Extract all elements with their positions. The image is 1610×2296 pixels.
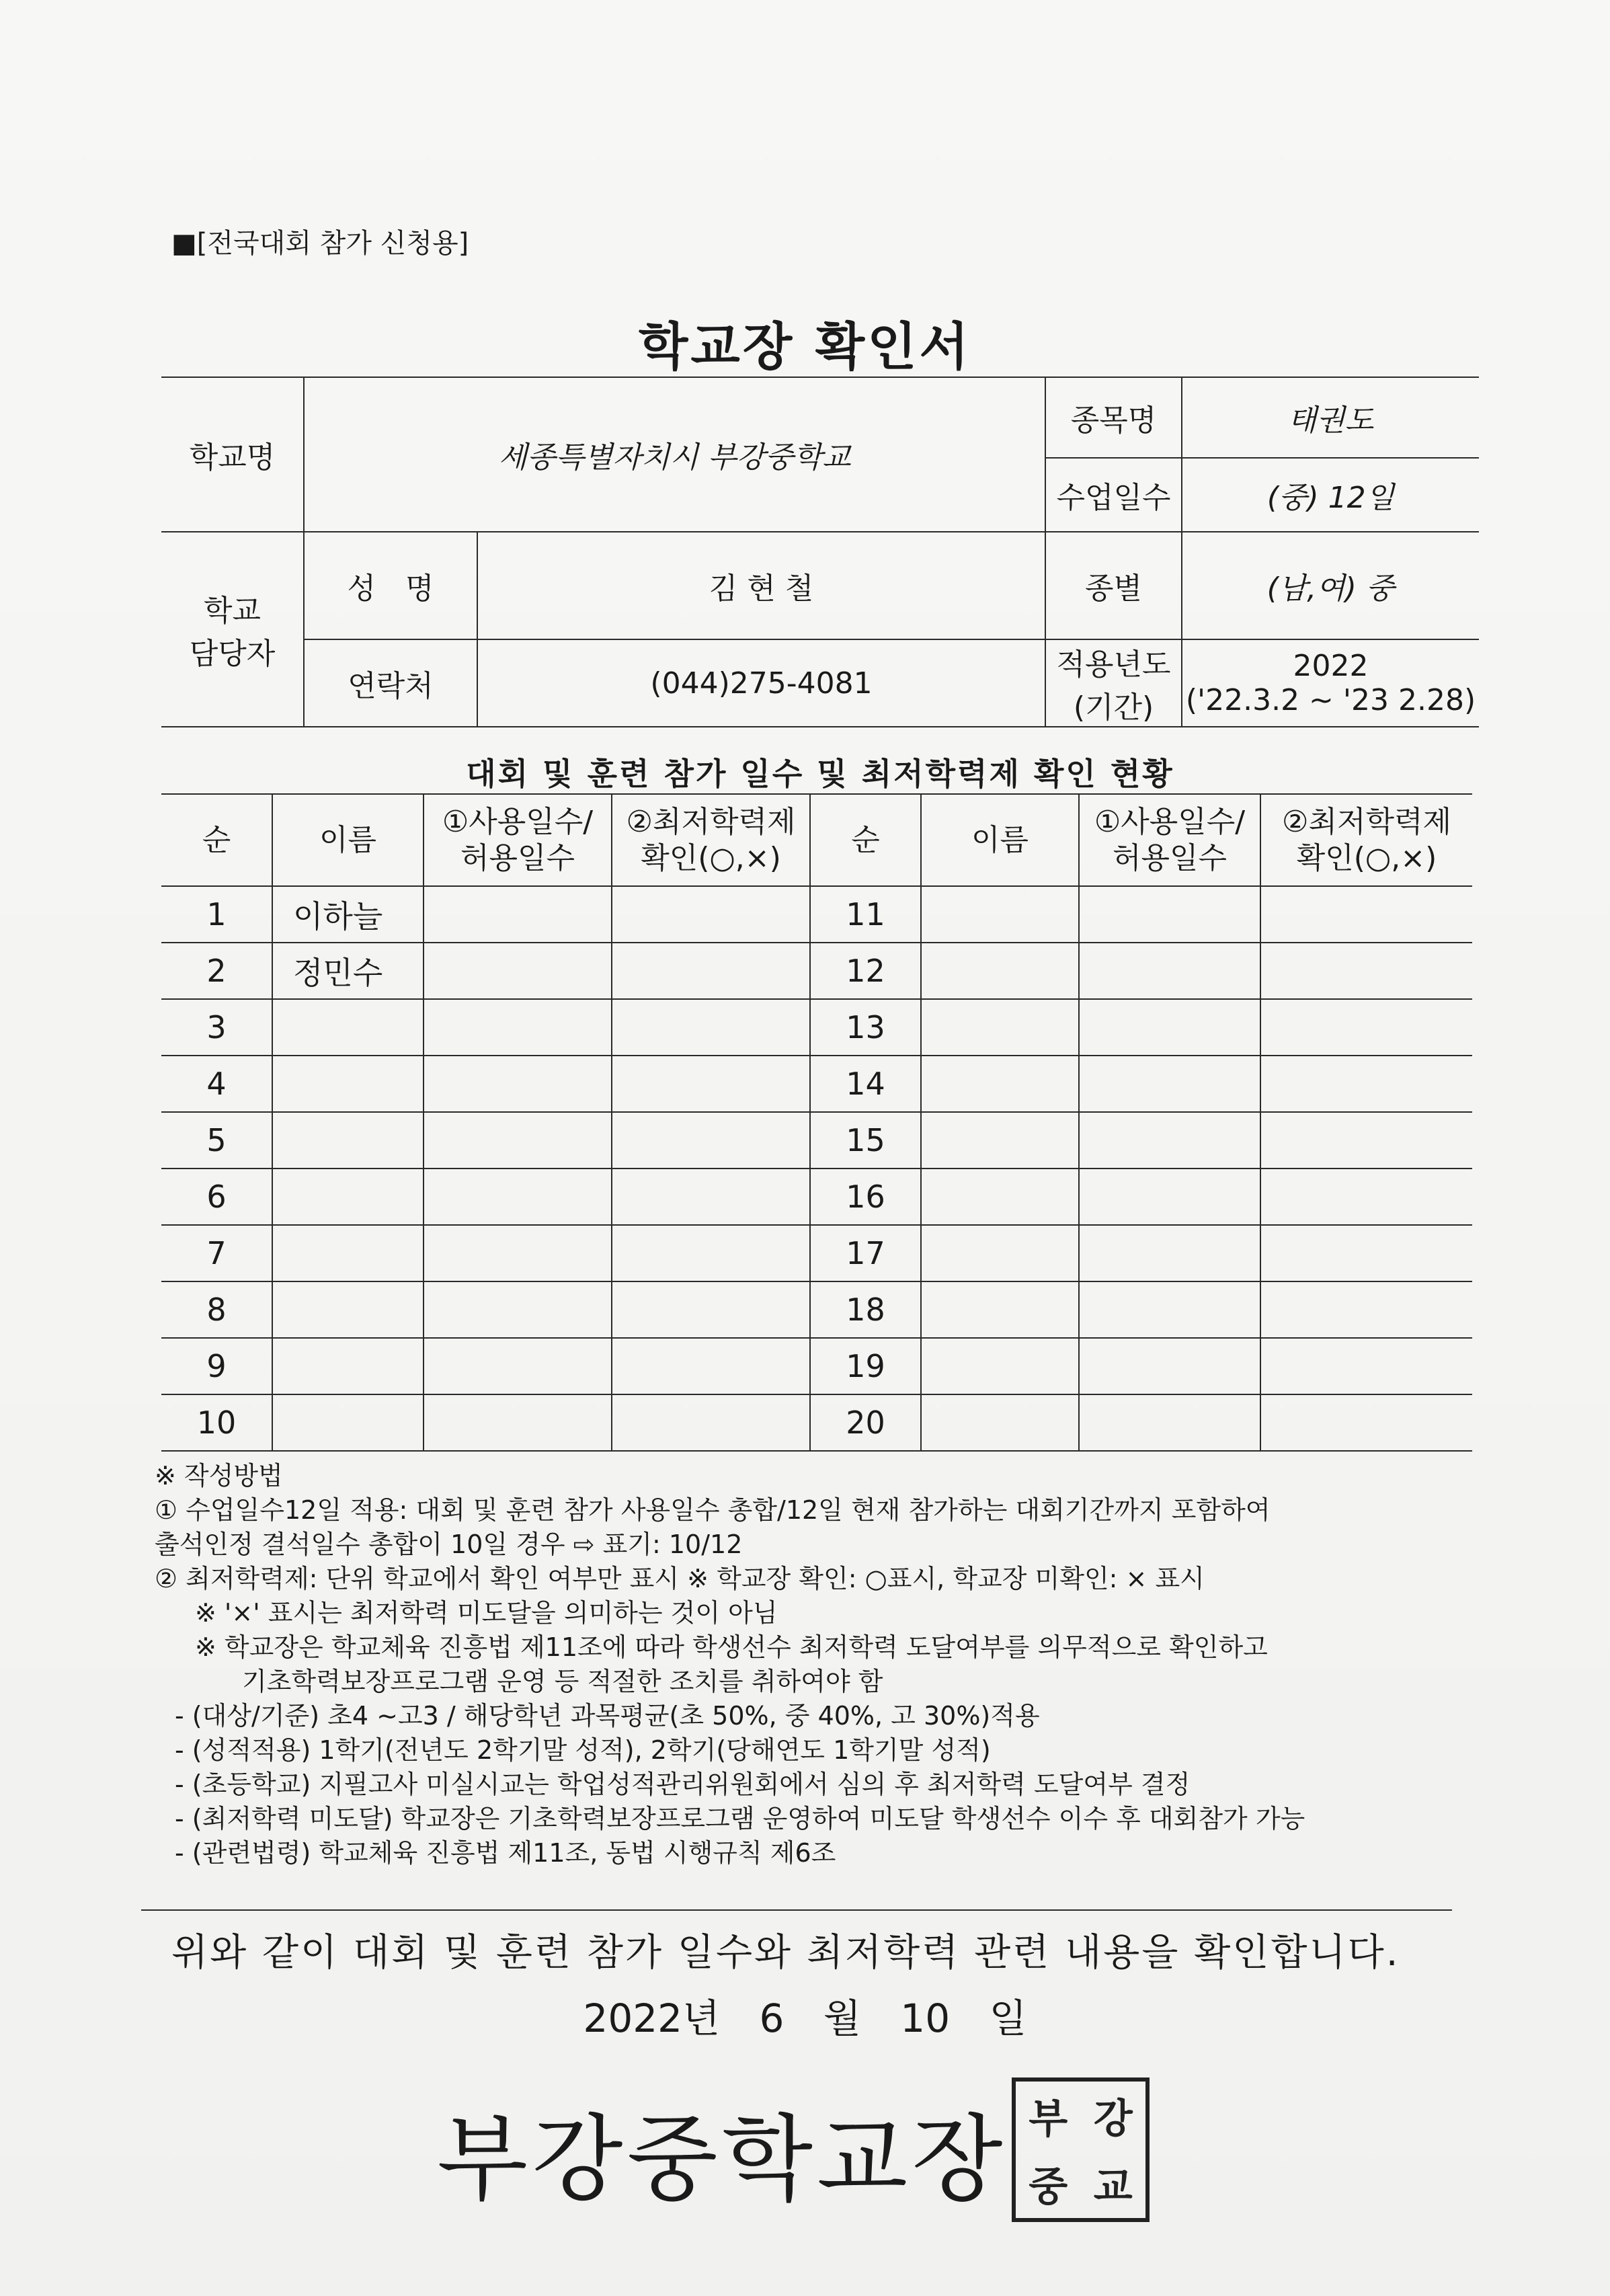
row-used-days [424, 1112, 612, 1169]
row-name [921, 1394, 1079, 1451]
row-name [272, 1225, 424, 1281]
row-used-days [424, 943, 612, 999]
row-num: 3 [161, 999, 272, 1056]
header-check-line2: 확인(○,×) [641, 840, 781, 875]
row-check [1260, 1169, 1472, 1225]
row-name [272, 1394, 424, 1451]
row-name [921, 886, 1079, 943]
table-row [161, 1112, 1472, 1169]
row-name [921, 1338, 1079, 1394]
row-name [921, 1112, 1079, 1169]
document-title: 학교장 확인서 [639, 317, 971, 377]
row-used-days [1079, 1225, 1260, 1281]
sport-label: 종목명 [1045, 377, 1182, 458]
row-name [272, 1056, 424, 1112]
section-title: 대회 및 훈련 참가 일수 및 최저학력제 확인 현황 [466, 756, 1174, 792]
official-seal [1012, 2077, 1150, 2222]
row-check [1260, 943, 1472, 999]
row-check [1260, 886, 1472, 943]
instruction-line: ※ '×' 표시는 최저학력 미도달을 의미하는 것이 아님 [195, 1598, 778, 1628]
row-check [612, 1169, 810, 1225]
row-used-days [1079, 886, 1260, 943]
row-check [612, 1338, 810, 1394]
row-used-days [1079, 1112, 1260, 1169]
header-name: 이름 [272, 794, 424, 886]
period-label [1045, 639, 1182, 727]
row-used-days [424, 999, 612, 1056]
header-used-days-line1: ①사용일수/ [442, 804, 594, 839]
row-num: 15 [810, 1112, 921, 1169]
period-label-line1: 적용년도 [1056, 647, 1171, 682]
row-check [612, 1112, 810, 1169]
row-num: 8 [161, 1281, 272, 1338]
row-used-days [1079, 1338, 1260, 1394]
row-check [612, 1225, 810, 1281]
manager-name-value: 김 현 철 [477, 532, 1045, 639]
table-row [161, 1281, 1472, 1338]
header-check-right [1260, 794, 1472, 886]
row-num: 14 [810, 1056, 921, 1112]
row-num: 6 [161, 1169, 272, 1225]
seal-glyph: 강 [1093, 2095, 1133, 2143]
instruction-line: - (관련법령) 학교체육 진흥법 제11조, 동법 시행규칙 제6조 [175, 1838, 836, 1868]
header-num: 순 [161, 794, 272, 886]
instruction-line: - (초등학교) 지필고사 미실시교는 학업성적관리위원회에서 심의 후 최저학력 도달여부 결정 [175, 1770, 1191, 1799]
period-value [1182, 639, 1479, 727]
table-row [161, 886, 1472, 943]
row-used-days [424, 1169, 612, 1225]
header-num-right: 순 [810, 794, 921, 886]
divider [141, 1909, 1452, 1911]
row-num: 12 [810, 943, 921, 999]
row-used-days [1079, 943, 1260, 999]
row-check [1260, 1056, 1472, 1112]
row-num: 4 [161, 1056, 272, 1112]
row-used-days [424, 1394, 612, 1451]
table-row [161, 1169, 1472, 1225]
manager-label-line2: 담당자 [189, 637, 276, 671]
table-row [161, 1056, 1472, 1112]
period-year: 2022 [1293, 649, 1369, 683]
seal-glyph: 부 [1029, 2095, 1068, 2143]
class-days-value: (중) 12일 [1182, 458, 1479, 532]
row-name [272, 1169, 424, 1225]
row-num: 17 [810, 1225, 921, 1281]
row-name [921, 1225, 1079, 1281]
school-name-label: 학교명 [161, 377, 304, 532]
header-used-days-right [1079, 794, 1260, 886]
instruction-line: 출석인정 결석일수 총합이 10일 경우 ⇨ 표기: 10/12 [155, 1530, 743, 1559]
instruction-line: 기초학력보장프로그램 운영 등 적절한 조치를 취하여야 함 [242, 1667, 883, 1696]
row-used-days [424, 1225, 612, 1281]
row-check [1260, 999, 1472, 1056]
row-name [272, 1281, 424, 1338]
table-row [161, 999, 1472, 1056]
row-check [1260, 1394, 1472, 1451]
row-name: 이하늘 [272, 886, 424, 943]
signer-title: 부강중학교장 [437, 2105, 1007, 2215]
row-num: 13 [810, 999, 921, 1056]
contact-label: 연락처 [304, 639, 477, 727]
row-num: 11 [810, 886, 921, 943]
row-check [612, 1394, 810, 1451]
row-num: 19 [810, 1338, 921, 1394]
period-label-line2: (기간) [1073, 690, 1154, 725]
row-check [612, 1056, 810, 1112]
row-name [921, 1056, 1079, 1112]
row-used-days [1079, 1056, 1260, 1112]
row-check [1260, 1112, 1472, 1169]
contact-value: (044)275-4081 [477, 639, 1045, 727]
header-check-line1: ②최저학력제 [626, 804, 796, 839]
header-used-days-line2: 허용일수 [460, 840, 575, 875]
header-check [612, 794, 810, 886]
gender-label: 종별 [1045, 532, 1182, 639]
row-used-days [1079, 1281, 1260, 1338]
row-check [1260, 1225, 1472, 1281]
instructions [155, 1459, 1499, 1870]
form-type-tag: ■[전국대회 참가 신청용] [171, 228, 469, 259]
header-check-right-line1: ②최저학력제 [1282, 804, 1451, 839]
row-check [612, 943, 810, 999]
row-check [612, 999, 810, 1056]
manager-label-line1: 학교 [203, 594, 261, 628]
header-used-days-right-line2: 허용일수 [1112, 840, 1227, 875]
row-name [921, 1169, 1079, 1225]
row-check [1260, 1281, 1472, 1338]
row-num: 5 [161, 1112, 272, 1169]
row-num: 16 [810, 1169, 921, 1225]
header-used-days [424, 794, 612, 886]
row-num: 18 [810, 1281, 921, 1338]
row-name: 정민수 [272, 943, 424, 999]
table-row [161, 1225, 1472, 1281]
table-row [161, 1338, 1472, 1394]
instruction-line: - (최저학력 미도달) 학교장은 기초학력보장프로그램 운영하여 미도달 학생선수 이수 후 대회참가 가능 [175, 1804, 1305, 1833]
row-used-days [424, 1056, 612, 1112]
row-name [272, 999, 424, 1056]
instructions-heading: ※ 작성방법 [155, 1461, 283, 1491]
row-used-days [1079, 1394, 1260, 1451]
row-used-days [424, 1338, 612, 1394]
participation-table [161, 793, 1472, 1452]
seal-glyph: 교 [1093, 2164, 1133, 2211]
manager-label [161, 532, 304, 727]
document-date: 2022년 6 월 10 일 [583, 1995, 1027, 2041]
instruction-line: ※ 학교장은 학교체육 진흥법 제11조에 따라 학생선수 최저학력 도달여부를 의무적으로 확인하고 [195, 1632, 1268, 1662]
row-num: 1 [161, 886, 272, 943]
row-num: 7 [161, 1225, 272, 1281]
gender-value: (남,여) 중 [1182, 532, 1479, 639]
row-num: 2 [161, 943, 272, 999]
row-used-days [424, 1281, 612, 1338]
period-range: ('22.3.2 ~ '23 2.28) [1185, 683, 1476, 717]
seal-glyph: 중 [1029, 2164, 1068, 2211]
row-num: 9 [161, 1338, 272, 1394]
header-name-right: 이름 [921, 794, 1079, 886]
row-used-days [424, 886, 612, 943]
sport-value: 태권도 [1182, 377, 1479, 458]
school-info-table [161, 377, 1479, 727]
instruction-line: - (대상/기준) 초4 ~고3 / 해당학년 과목평균(초 50%, 중 40%, 고 30%)적용 [175, 1701, 1040, 1731]
table-row [161, 943, 1472, 999]
row-num: 20 [810, 1394, 921, 1451]
row-name [272, 1338, 424, 1394]
instruction-line: ② 최저학력제: 단위 학교에서 확인 여부만 표시 ※ 학교장 확인: ○표시, 학교장 미확인: × 표시 [155, 1564, 1205, 1593]
school-name-value: 세종특별자치시 부강중학교 [304, 377, 1045, 532]
row-check [612, 886, 810, 943]
row-check [1260, 1338, 1472, 1394]
header-used-days-right-line1: ①사용일수/ [1094, 804, 1246, 839]
row-name [921, 943, 1079, 999]
class-days-label: 수업일수 [1045, 458, 1182, 532]
row-name [921, 1281, 1079, 1338]
row-num: 10 [161, 1394, 272, 1451]
manager-name-label: 성 명 [304, 532, 477, 639]
row-check [612, 1281, 810, 1338]
row-name [272, 1112, 424, 1169]
confirmation-statement: 위와 같이 대회 및 훈련 참가 일수와 최저학력 관련 내용을 확인합니다. [171, 1931, 1400, 1975]
row-used-days [1079, 999, 1260, 1056]
header-check-right-line2: 확인(○,×) [1296, 840, 1437, 875]
row-name [921, 999, 1079, 1056]
table-row [161, 1394, 1472, 1451]
row-used-days [1079, 1169, 1260, 1225]
instruction-line: ① 수업일수12일 적용: 대회 및 훈련 참가 사용일수 총합/12일 현재 참가하는 대회기간까지 포함하여 [155, 1495, 1271, 1525]
instruction-line: - (성적적용) 1학기(전년도 2학기말 성적), 2학기(당해연도 1학기말 성적) [175, 1735, 991, 1765]
